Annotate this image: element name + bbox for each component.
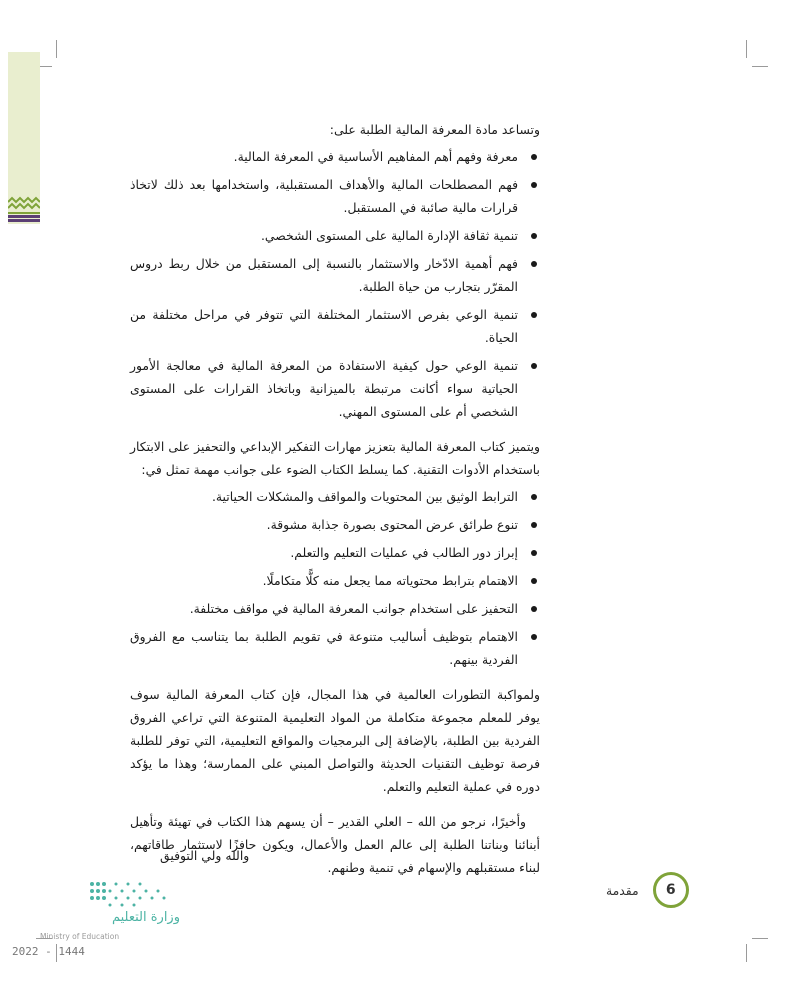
list-item: الترابط الوثيق بين المحتويات والمواقف والمشكلات الحياتية. bbox=[130, 485, 540, 508]
paragraph: وأخيرًا، نرجو من الله – العلي القدير – أن يسهم هذا الكتاب في تهيئة وتأهيل أبنائنا وبناتنا الطلبة إلى عالم العمل والأعمال، ويكون حافزًا لاستثمار طاقاتهم، لبناء مستقبلهم والإسهام في تنمية وطنهم. bbox=[130, 814, 540, 875]
intro-line: وتساعد مادة المعرفة المالية الطلبة على: bbox=[329, 122, 540, 137]
ministry-name-arabic: وزارة التعليم bbox=[111, 910, 180, 925]
edition-year: 2022 - 1444 bbox=[12, 945, 85, 958]
ministry-name-english: Ministry of Education bbox=[40, 932, 120, 941]
list-item: فهم المصطلحات المالية والأهداف المستقبلية، واستخدامها بعد ذلك لاتخاذ قرارات مالية صائبة في المستقبل. bbox=[130, 173, 540, 219]
list-item: تنمية الوعي بفرص الاستثمار المختلفة التي تتوفر في مراحل مختلفة من الحياة. bbox=[130, 303, 540, 349]
crop-mark bbox=[752, 66, 768, 67]
crop-mark bbox=[746, 944, 747, 962]
list-item: تنمية ثقافة الإدارة المالية على المستوى الشخصي. bbox=[130, 224, 540, 247]
page-number: 6 bbox=[653, 872, 689, 908]
crop-mark bbox=[746, 40, 747, 58]
list-item: فهم أهمية الادّخار والاستثمار بالنسبة إلى المستقبل من خلال ربط دروس المقرّر بتجارب من حياة الطلبة. bbox=[130, 252, 540, 298]
paragraph: ولمواكبة التطورات العالمية في هذا المجال، فإن كتاب المعرفة المالية سوف يوفر للمعلم مجموعة متكاملة من المواد التعليمية المتنوعة التي تراعي الفروق الفردية بين الطلبة، بالإضافة إلى البرمجيات والمواقع التعليمية، التي توفر للطلبة فرصة توظيف التقنيات الحديثة والتواصل المبني على الممارسة؛ وهذا ما يؤكد دوره في عملية التعليم والتعلم. bbox=[130, 687, 540, 794]
list-item: التحفيز على استخدام جوانب المعرفة المالية في مواقف مختلفة. bbox=[130, 597, 540, 620]
page-footer bbox=[606, 872, 689, 908]
list-item: تنمية الوعي حول كيفية الاستفادة من المعرفة المالية في معالجة الأمور الحياتية سواء أكانت مرتبطة بالميزانية وباتخاذ القرارات على المستوى الشخصي أم على المستوى المهني. bbox=[130, 354, 540, 423]
closing-line: والله ولي التوفيق bbox=[160, 848, 250, 863]
section-label: مقدمة bbox=[606, 882, 639, 898]
crop-mark bbox=[56, 40, 57, 58]
ministry-dots-icon bbox=[88, 880, 170, 908]
features-list bbox=[130, 485, 540, 671]
list-item: معرفة وفهم أهم المفاهيم الأساسية في المعرفة المالية. bbox=[130, 145, 540, 168]
list-item: الاهتمام بتوظيف أساليب متنوعة في تقويم الطلبة بما يتناسب مع الفروق الفردية بينهم. bbox=[130, 625, 540, 671]
list-item: إبراز دور الطالب في عمليات التعليم والتعلم. bbox=[130, 541, 540, 564]
paragraph: ويتميز كتاب المعرفة المالية بتعزيز مهارات التفكير الإبداعي والتحفيز على الابتكار باستخدام الأدوات التقنية. كما يسلط الكتاب الضوء على جوانب مهمة تمثل في: bbox=[130, 439, 540, 477]
list-item: الاهتمام بترابط محتوياته مما يجعل منه كلًّا متكاملًا. bbox=[130, 569, 540, 592]
main-content bbox=[130, 118, 540, 879]
sadu-pattern-decoration bbox=[8, 184, 40, 224]
list-item: تنوع طرائق عرض المحتوى بصورة جذابة مشوقة. bbox=[130, 513, 540, 536]
crop-mark bbox=[752, 938, 768, 939]
objectives-list bbox=[130, 145, 540, 423]
